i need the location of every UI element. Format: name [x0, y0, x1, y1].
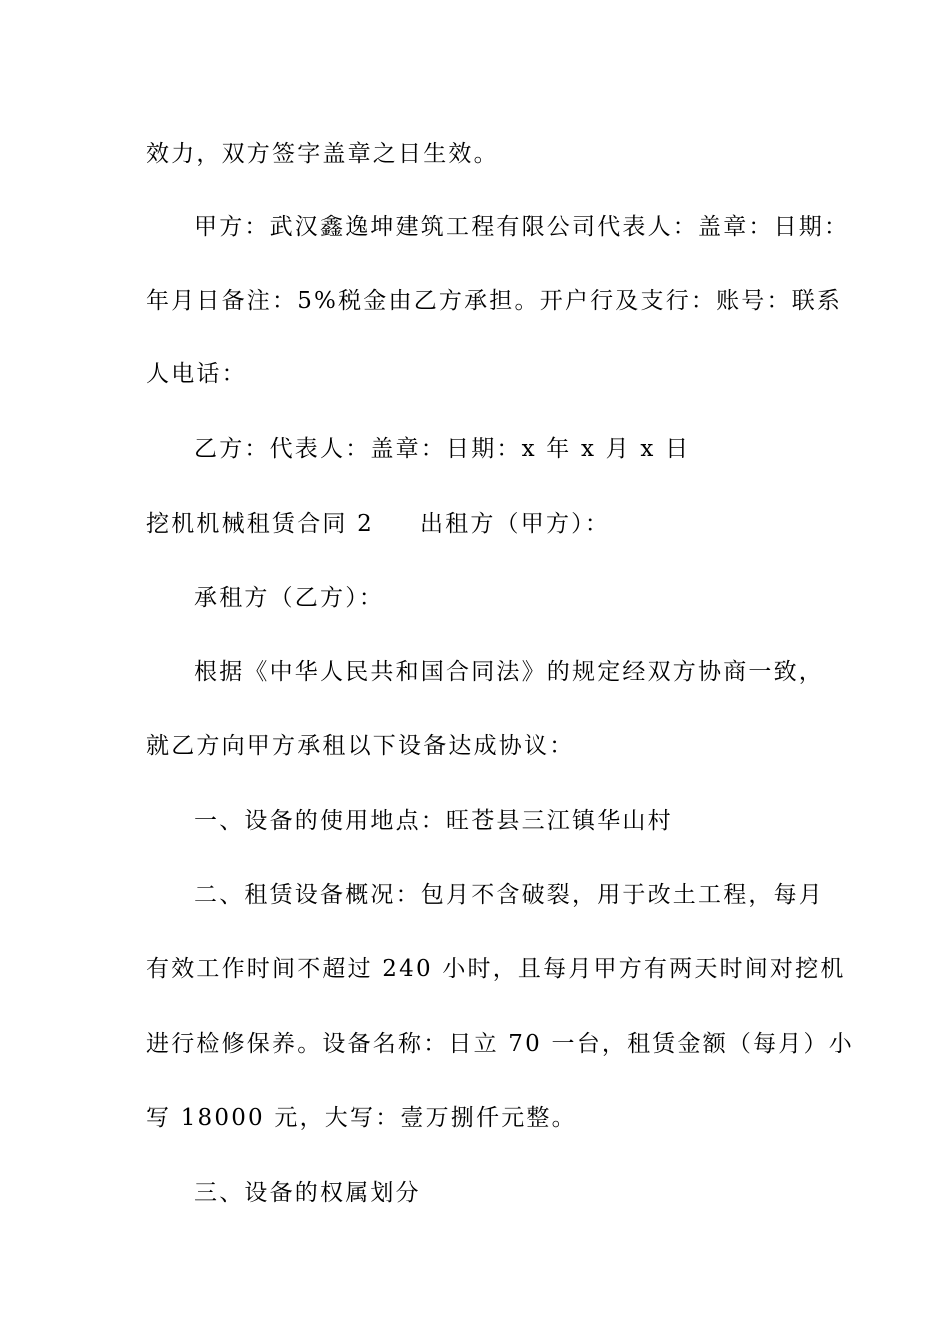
text-line: 进行检修保养。设备名称：日立 70 一台，租赁金额（每月）小	[146, 1031, 854, 1057]
heading-line	[146, 508, 816, 540]
text-line: 根据《中华人民共和国合同法》的规定经双方协商一致，	[194, 659, 824, 685]
text-line: 一、设备的使用地点：旺苍县三江镇华山村	[194, 808, 673, 834]
text-line: 年月日备注：5%税金由乙方承担。开户行及支行：账号：联系	[146, 288, 843, 314]
text-line: 就乙方向甲方承租以下设备达成协议：	[146, 733, 575, 759]
text-line: 三、设备的权属划分	[194, 1180, 421, 1206]
text-line: 效力，双方签字盖章之日生效。	[146, 141, 499, 167]
text-line: 承租方（乙方）：	[194, 585, 385, 611]
text-line: 甲方：武汉鑫逸坤建筑工程有限公司代表人：盖章：日期：	[194, 214, 850, 240]
text-line: 有效工作时间不超过 240 小时，且每月甲方有两天时间对挖机	[146, 956, 846, 982]
text-line: 二、租赁设备概况：包月不含破裂，用于改土工程，每月	[194, 882, 824, 908]
contract-title: 挖机机械租赁合同 2	[146, 511, 374, 537]
text-line: 乙方：代表人：盖章：日期：x 年 x 月 x 日	[194, 436, 691, 462]
text-line: 人电话：	[146, 361, 247, 387]
text-line: 写 18000 元，大写：壹万捌仟元整。	[146, 1105, 577, 1131]
lessor-label: 出租方（甲方）：	[419, 511, 611, 537]
